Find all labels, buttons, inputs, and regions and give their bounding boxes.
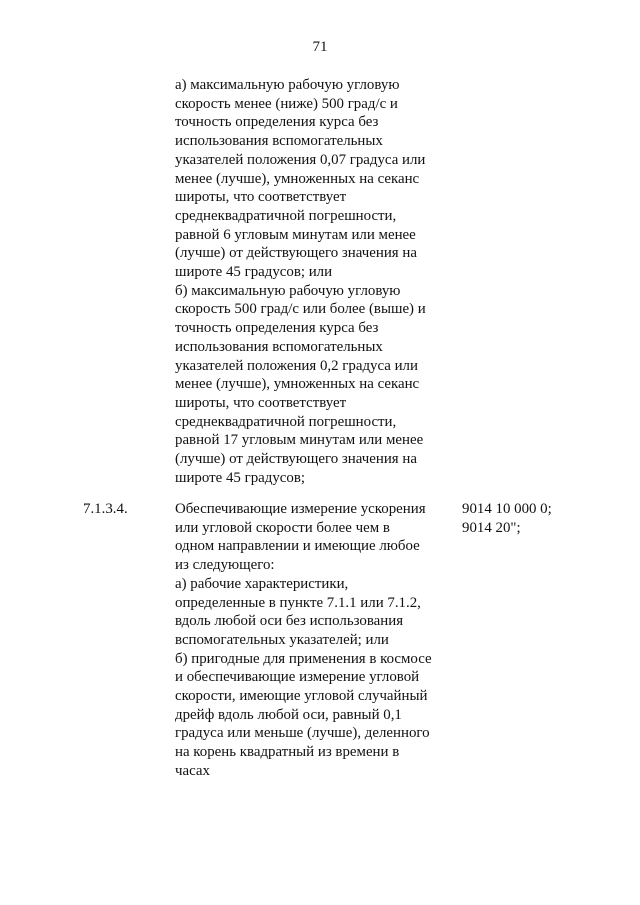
text-line: (лучше) от действующего значения на [175,451,417,468]
text-line: и обеспечивающие измерение угловой [175,669,420,686]
text-line: Обеспечивающие измерение ускорения [175,501,426,517]
text-line: б) пригодные для применения в космосе [175,650,432,667]
text-line: указателей положения 0,07 градуса или [175,151,426,168]
text-line: широте 45 градусов; [175,469,305,486]
page-number: 71 [312,39,328,55]
text-line: скорость менее (ниже) 500 град/с и [175,95,398,112]
text-line: точность определения курса без [175,114,379,131]
text-line: менее (лучше), умноженных на секанс [175,170,420,187]
text-line: а) рабочие характеристики, [175,575,349,592]
text-line: одном направлении и имеющие любое [175,538,420,555]
text-line: использования вспомогательных [175,338,383,355]
text-line: широты, что соответствует [175,189,347,206]
text-line: скорость 500 град/с или более (выше) и [175,301,426,318]
item-number: 7.1.3.4. [83,501,128,517]
item-description [175,500,465,781]
tariff-code: 9014 20"; [462,519,521,536]
text-line: градуса или меньше (лучше), деленного [175,725,430,742]
text-line: широты, что соответствует [175,394,347,411]
tariff-code: 9014 10 000 0; [462,501,552,517]
text-line: определенные в пункте 7.1.1 или 7.1.2, [175,594,421,611]
continued-text-block [175,76,465,487]
text-line: среднеквадратичной погрешности, [175,207,397,224]
text-line: использования вспомогательных [175,133,383,150]
text-line: дрейф вдоль любой оси, равный 0,1 [175,706,402,723]
text-line: широте 45 градусов; или [175,264,333,281]
text-line: на корень квадратный из времени в [175,744,400,761]
text-line: указателей положения 0,2 градуса или [175,357,418,374]
text-line: вдоль любой оси без использования [175,613,404,630]
text-line: равной 6 угловым минутам или менее [175,226,416,243]
tariff-codes [462,500,632,537]
text-line: часах [175,762,210,779]
text-line: из следующего: [175,557,275,574]
text-line: вспомогательных указателей; или [175,631,389,648]
text-line: менее (лучше), умноженных на секанс [175,376,420,393]
text-line: среднеквадратичной погрешности, [175,413,397,430]
text-line: точность определения курса без [175,320,379,337]
text-line: скорости, имеющие угловой случайный [175,688,428,705]
text-line: а) максимальную рабочую угловую [175,77,400,93]
text-line: б) максимальную рабочую угловую [175,282,401,299]
text-line: (лучше) от действующего значения на [175,245,417,262]
text-line: или угловой скорости более чем в [175,519,390,536]
text-line: равной 17 угловым минутам или менее [175,432,424,449]
